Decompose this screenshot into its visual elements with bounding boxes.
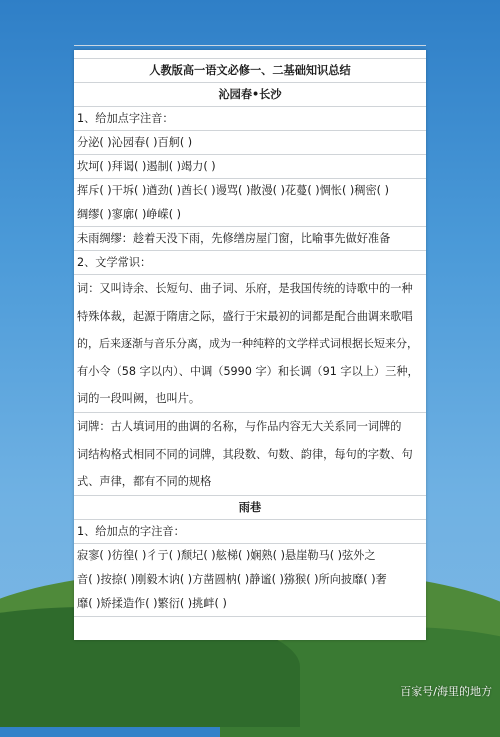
document-page xyxy=(74,50,426,640)
idiom-definition: 未雨绸缪：趁着天没下雨，先修缮房屋门窗，比喻事先做好准备 xyxy=(74,226,426,251)
top-rule xyxy=(74,45,426,46)
pinyin-line: 分泌( )沁园春( )百舸( ) xyxy=(74,130,426,155)
question-heading: 1、给加点字注音： xyxy=(74,106,426,131)
question-heading: 1、给加点的字注音： xyxy=(74,519,426,544)
pinyin-block: 挥斥( )干坼( )遒劲( )酋长( )谩骂( )散漫( )花蔓( )惆怅( )稠密( ) 绸缪( )寥廓( )峥嵘( ) xyxy=(74,178,426,227)
question-heading: 2、文学常识： xyxy=(74,250,426,275)
ci-definition-paragraph: 词：又叫诗余、长短句、曲子词、乐府，是我国传统的诗歌中的一种 特殊体裁，起源于隋唐之际，盛行于宋最初的词都是配合曲调来歌唱 的，后来逐渐与音乐分离，成为一种纯粹的文学样式词根据长短来分， 有小令（58 字以内）、中调（5990 字）和长调（91 字以上）三种， 词的一段叫阙，也叫片。 xyxy=(74,274,426,413)
document-title: 人教版高一语文必修一、二基础知识总结 xyxy=(74,58,426,83)
cipai-definition-paragraph: 词牌：古人填词用的曲调的名称，与作品内容无大关系同一词牌的 词结构格式相同不同的词牌，其段数、句数、韵律，每句的字数、句 式、声律，都有不同的规格 xyxy=(74,412,426,496)
source-watermark: 百家号/海里的地方 xyxy=(400,685,492,698)
pinyin-block: 寂寥( )彷徨( )彳亍( )颓圮( )舷梯( )娴熟( )悬崖勒马( )弦外之 音( )按捺( )刚毅木讷( )方凿圆枘( )静谧( )猕猴( )所向披靡( )奢 靡( )矫揉造作( )繁衍( )挑衅( ) xyxy=(74,543,426,617)
pinyin-line: 坎坷( )拜谒( )遏制( )竭力( ) xyxy=(74,154,426,179)
section-title-qinyuanchun: 沁园春•长沙 xyxy=(74,82,426,107)
section-title-yuxiang: 雨巷 xyxy=(74,495,426,520)
